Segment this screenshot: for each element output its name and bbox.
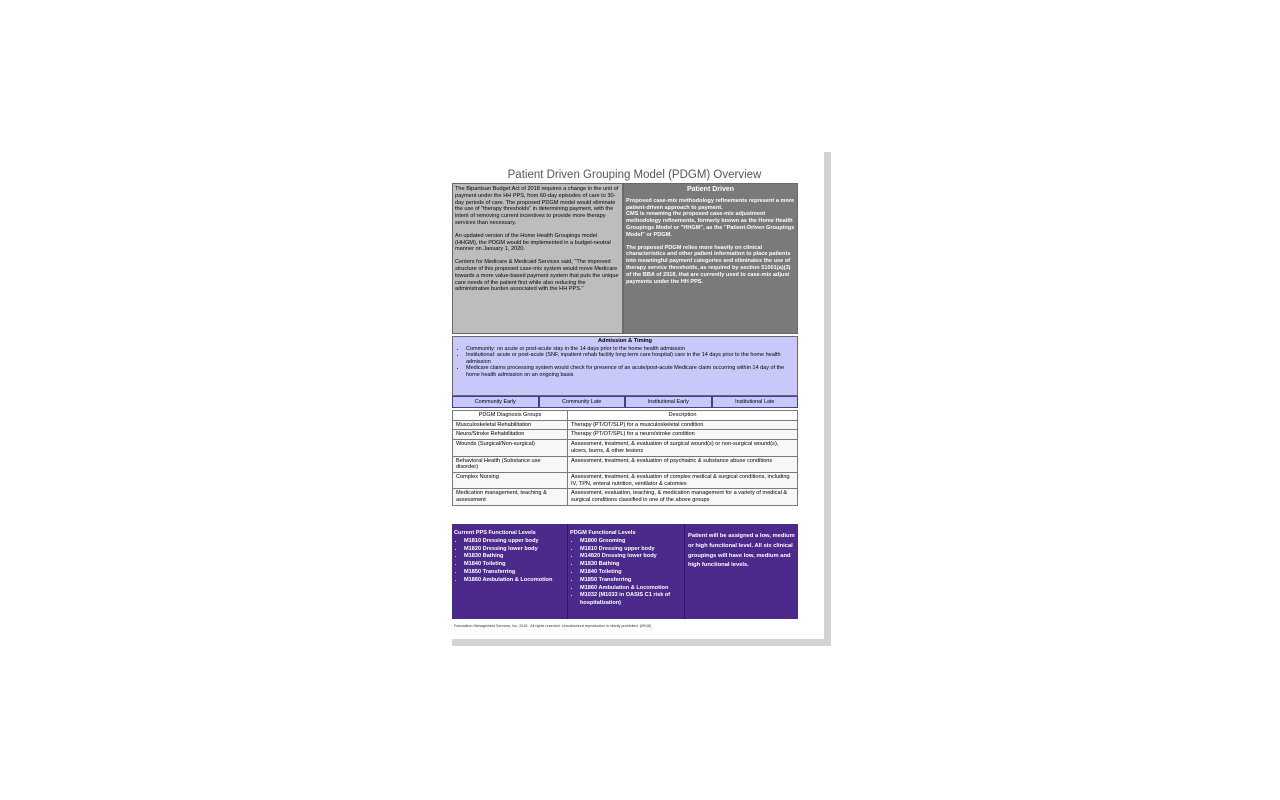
list-item: • M1850 Transferring <box>580 577 682 585</box>
list-item: • M1830 Bathing <box>580 561 682 569</box>
timing-categories <box>452 396 798 408</box>
document-page <box>445 145 824 639</box>
intro-paragraph: An updated version of the Home Health Groupings model (HHGM), the PDGM would be implemented in a budget-neutral manner on January 1, 2020. <box>455 232 611 253</box>
patient-driven-section <box>623 183 798 334</box>
list-item: • M1840 Toileting <box>580 569 682 577</box>
intro-section <box>452 183 623 334</box>
diagnosis-group-cell: Medication management, teaching & assessment <box>453 489 568 505</box>
patient-driven-paragraph: CMS is renaming the proposed case-mix adjustment methodology refinements, formerly known as the Home Health Groupings Model or "HHGM", as the "Patient-Driven Groupings Model" or PDGM. <box>626 211 795 238</box>
list-item: • M1830 Bathing <box>464 553 565 561</box>
timing-community-late: Community Late <box>539 396 626 408</box>
table-row <box>453 440 798 456</box>
list-item: • M1820 Dressing lower body <box>464 546 565 554</box>
diagnosis-description-cell: Assessment, evaluation, teaching, & medication management for a variety of medical & surgical conditions classified in one of the above groups <box>568 489 798 505</box>
list-item: • M1810 Dressing upper body <box>464 538 565 546</box>
pdgm-functional-heading: PDGM Functional Levels <box>570 530 636 536</box>
admission-list <box>456 346 794 379</box>
table-row <box>453 489 798 505</box>
table-row <box>453 430 798 440</box>
pdgm-functional-list <box>570 538 682 608</box>
list-item: • M1840 Toileting <box>464 561 565 569</box>
patient-driven-paragraph: Proposed case-mix methodology refinements represent a more patient-driven approach to payment. <box>626 197 795 211</box>
column-header-description: Description <box>568 411 798 421</box>
diagnosis-description-cell: Assessment, treatment, & evaluation of psychiatric & substance abuse conditions <box>568 456 798 472</box>
diagnosis-description-cell: Therapy (PT/OT/SPL) for a neuro/stroke condition <box>568 430 798 440</box>
list-item: • M1810 Dressing upper body <box>580 546 682 554</box>
diagnosis-table <box>452 410 798 506</box>
patient-driven-paragraph: The proposed PDGM relies more heavily on clinical characteristics and other patient information to place patients into meaningful payment categories and eliminates the use of therapy service thresholds, as required by section 51001(a)(3) of the BBA of 2018, that are currently used to case-mix adjust payments under the HH PPS. <box>626 244 791 285</box>
timing-community-early: Community Early <box>452 396 539 408</box>
timing-institutional-early: Institutional Early <box>625 396 712 408</box>
diagnosis-group-cell: Behavioral Health (Substance use disorder) <box>453 456 568 472</box>
table-row <box>453 456 798 472</box>
functional-note: Patient will be assigned a low, medium or high functional level. All six clinical groupings will have low, medium and high functional levels. <box>688 533 795 569</box>
admission-bullet: • Community: no acute or post-acute stay in the 14 days prior to the home health admission <box>466 346 794 353</box>
diagnosis-group-cell: Neuro/Stroke Rehabilitation <box>453 430 568 440</box>
list-item: • M1860 Ambulation & Locomotion <box>580 585 682 593</box>
list-item: • M14820 Dressing lower body <box>580 553 682 561</box>
admission-bullet: • Institutional: acute or post-acute (SNF, inpatient rehab facility long term care hospital) care in the 14 days prior to the home health admission <box>466 352 794 365</box>
column-header-group: PDGM Diagnosis Groups <box>453 411 568 421</box>
admission-heading: Admission & Timing <box>598 338 652 344</box>
pdgm-functional-column <box>568 524 685 619</box>
table-row <box>453 420 798 430</box>
page-title: Patient Driven Grouping Model (PDGM) Overview <box>507 169 762 181</box>
table-row <box>453 472 798 488</box>
diagnosis-group-cell: Musculoskeletal Rehabilitation <box>453 420 568 430</box>
current-functional-heading: Current PPS Functional Levels <box>454 530 536 536</box>
list-item: • M1860 Ambulation & Locomotion <box>464 577 565 585</box>
timing-institutional-late: Institutional Late <box>712 396 799 408</box>
diagnosis-description-cell: Assessment, treatment, & evaluation of complex medical & surgical conditions, including IV, TPN, enteral nutrition, ventilator & catomies <box>568 472 798 488</box>
copyright-footer: Foundation Management Services, Inc. 2018 . All rights reserved. Unauthorized reproduction is strictly prohibited. (09/18) <box>454 624 652 628</box>
table-header-row <box>453 411 798 421</box>
diagnosis-group-cell: Wounds (Surgical/Non-surgical) <box>453 440 568 456</box>
admission-timing-section <box>452 336 798 396</box>
diagnosis-description-cell: Assessment, treatment, & evaluation of surgical wound(s) or non-surgical wound(s), ulcers, burns, & other lesions <box>568 440 798 456</box>
diagnosis-description-cell: Therapy (PT/OT/SLP) for a musculoskeletal condition <box>568 420 798 430</box>
diagnosis-group-cell: Complex Nursing <box>453 472 568 488</box>
current-functional-list <box>454 538 565 585</box>
list-item: • M1800 Grooming <box>580 538 682 546</box>
list-item: • M1850 Transferring <box>464 569 565 577</box>
functional-levels-section <box>452 524 798 619</box>
patient-driven-heading: Patient Driven <box>686 186 735 193</box>
intro-paragraph: The Bipartisan Budget Act of 2018 requires a change in the unit of payment under the HH PPS, from 60-day episodes of care to 30-day periods of care. The proposed PDGM model would eliminate the use of "therapy thresholds" in determining payment, with the intent of removing current incentives to provide more therapy services than necessary. <box>455 186 619 226</box>
admission-bullet: • Medicare claims processing system would check for presence of an acute/post-acute Medicare claim occurring within 14 day of the home health admission on an ongoing basis <box>466 365 794 378</box>
intro-paragraph: Centers for Medicare & Medicaid Services said, "The improved structure of this proposed case-mix system would move Medicare towards a more value-based payment system that puts the unique care needs of the patient first while also reducing the administrative burden associated with the HH PPS." <box>455 259 619 293</box>
list-item: • M1032 (M1033 in OASIS C1 risk of hospitalization) <box>580 592 682 608</box>
current-functional-column <box>452 524 568 619</box>
